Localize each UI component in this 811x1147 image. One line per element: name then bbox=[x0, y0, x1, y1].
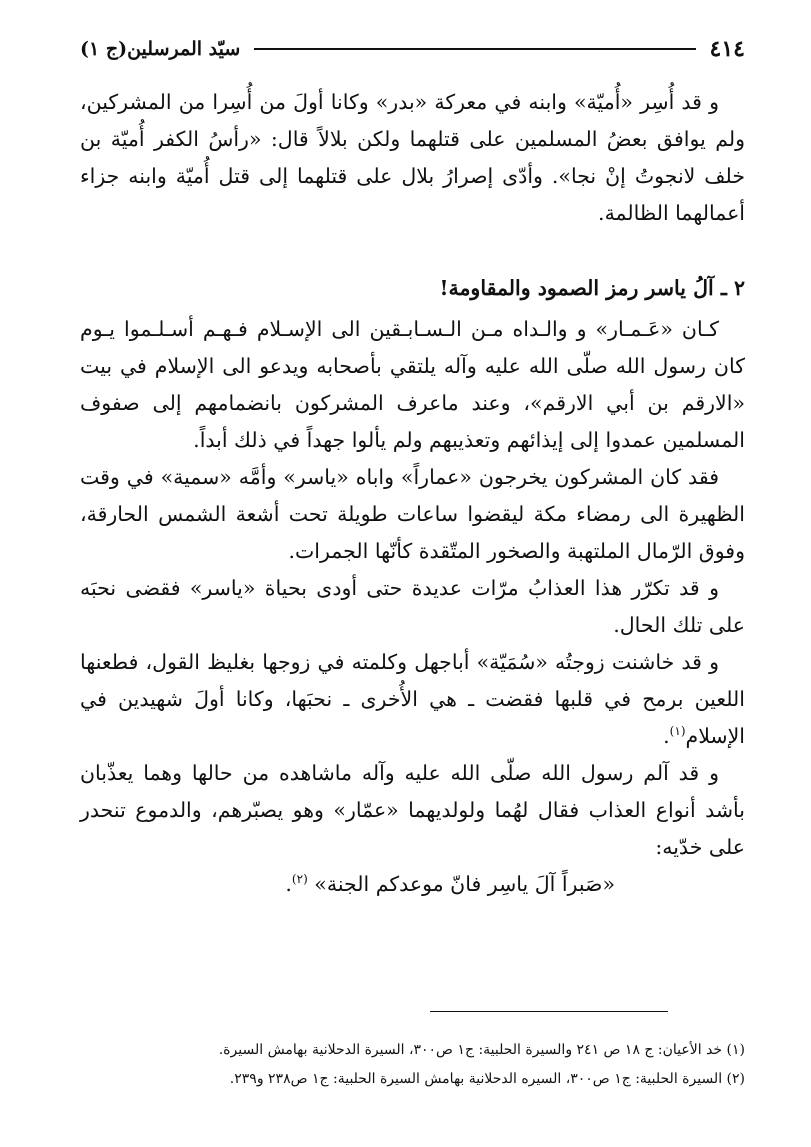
text-line: ولم يوافق بعضُ المسلمين على قتلهما ولكن بلالاً قال: «رأسُ الكفر أُميّة بن bbox=[80, 127, 745, 151]
text-line: على تلك الحال. bbox=[613, 613, 745, 637]
text-line: الظهيرة الى رمضاء مكة ليقضوا ساعات طويلة تحت أشعة الشمس الحارقة، bbox=[80, 502, 745, 526]
paragraph-5 bbox=[80, 755, 745, 866]
footnote-ref-1[interactable]: (١) bbox=[669, 724, 686, 739]
footnotes bbox=[72, 1036, 745, 1094]
text-line: «الارقم بن أبي الارقم»، وعند ماعرف المشركون بانضمامهم إلى صفوف المسلمين bbox=[80, 391, 745, 452]
text-line: و قد خاشنت زوجتُه «سُمَيّة» أباجهل وكلمته في زوجها بغليظ القول، bbox=[145, 650, 719, 674]
running-title: سيّد المرسلين(ج ١) bbox=[80, 38, 241, 60]
text-line: بأشد أنواع العذاب فقال لهُما ولولديهما «عمّار» وهو يصبّرهم، والدموع تنحدر bbox=[80, 798, 745, 822]
footnote-rule bbox=[430, 1011, 668, 1012]
text-line: فطعنها اللعين برمح في قلبها فقضت ـ هي الأُخرى ـ نحبَها، وكانا أولَ شهيدين في bbox=[80, 650, 745, 711]
quote-text: «صَبراً آلَ ياسِر فانّ موعدكم الجنة» bbox=[314, 872, 615, 896]
footnote-2: (٢) السيرة الحلبية: ج١ ص٣٠٠، السيره الدحلانية بهامش السيرة الحلبية: ج١ ص٢٣٨ و٢٣٩. bbox=[229, 1071, 745, 1087]
text-line: و قد أُسِر «أُميّة» وابنه في معركة «بدر» وكانا أولَ من أُسِرا من المشركين، bbox=[80, 90, 719, 114]
section-heading: ٢ ـ آلُ ياسر رمز الصمود والمقاومة! bbox=[439, 276, 745, 300]
paragraph-1 bbox=[80, 311, 745, 459]
text-line: عمدوا إلى إيذائهم وتعذيبهم ولم يألوا جهداً في ذلك أبداً. bbox=[193, 428, 656, 452]
paragraph-intro bbox=[80, 84, 745, 232]
text-line: كـان «عَـمـار» و والـداه مـن الـسـابـقين الى الإسـلام فـهـم أسـلـموا يـوم bbox=[80, 317, 719, 341]
paragraph-2 bbox=[80, 459, 745, 570]
page-number: ٤١٤ bbox=[709, 36, 745, 62]
page-header bbox=[80, 34, 745, 64]
footnote-1: (١) خد الأعيان: ج ١٨ ص ٢٤١ والسيرة الحلبية: ج١ ص٣٠٠، السيرة الدحلانية بهامش السيرة. bbox=[218, 1042, 745, 1058]
prophet-quote: «صَبراً آلَ ياسِر فانّ موعدكم الجنة» $^{(٢)}$. bbox=[285, 872, 615, 896]
header-rule bbox=[254, 48, 695, 50]
text-line: كان رسول الله صلّى الله عليه وآله يلتقي بأصحابه ويدعو الى الإسلام في بيت bbox=[80, 354, 745, 378]
paragraph-3 bbox=[80, 570, 745, 644]
paragraph-4: و قد خاشنت زوجتُه «سُمَيّة» أباجهل وكلمته في زوجها بغليظ القول، فطعنها اللعين برمح في قلبها فقضت ـ هي الأُخرى ـ نحبَها، وكانا أولَ شهيدين في الإسلام$^{(١)}$. bbox=[80, 650, 745, 748]
text-line: أعمالهما الظالمة. bbox=[598, 201, 745, 225]
text-line: و قد تكرّر هذا العذابُ مرّات عديدة حتى أودى بحياة «ياسر» فقضى نحبَه bbox=[80, 576, 719, 600]
text-line: وفوق الرّمال الملتهبة والصخور المتّقدة كأنّها الجمرات. bbox=[288, 539, 745, 563]
text-line: فقد كان المشركون يخرجون «عماراً» واباه «ياسر» وأمَّه «سمية» في وقت bbox=[80, 465, 719, 489]
text-line: الإسلام bbox=[685, 724, 745, 748]
text-line: و قد آلم رسول الله صلّى الله عليه وآله ماشاهده من حالها وهما يعذّبان bbox=[80, 761, 719, 785]
text-line: خلف لانجوتُ إنْ نجا». وأدّى إصرارُ بلال على قتلهما إلى قتل أُميّة وابنه جزاء bbox=[80, 164, 745, 188]
page-body bbox=[80, 84, 745, 903]
footnote-ref-2[interactable]: (٢) bbox=[291, 872, 308, 887]
text-line: على خدّيه: bbox=[655, 835, 745, 859]
